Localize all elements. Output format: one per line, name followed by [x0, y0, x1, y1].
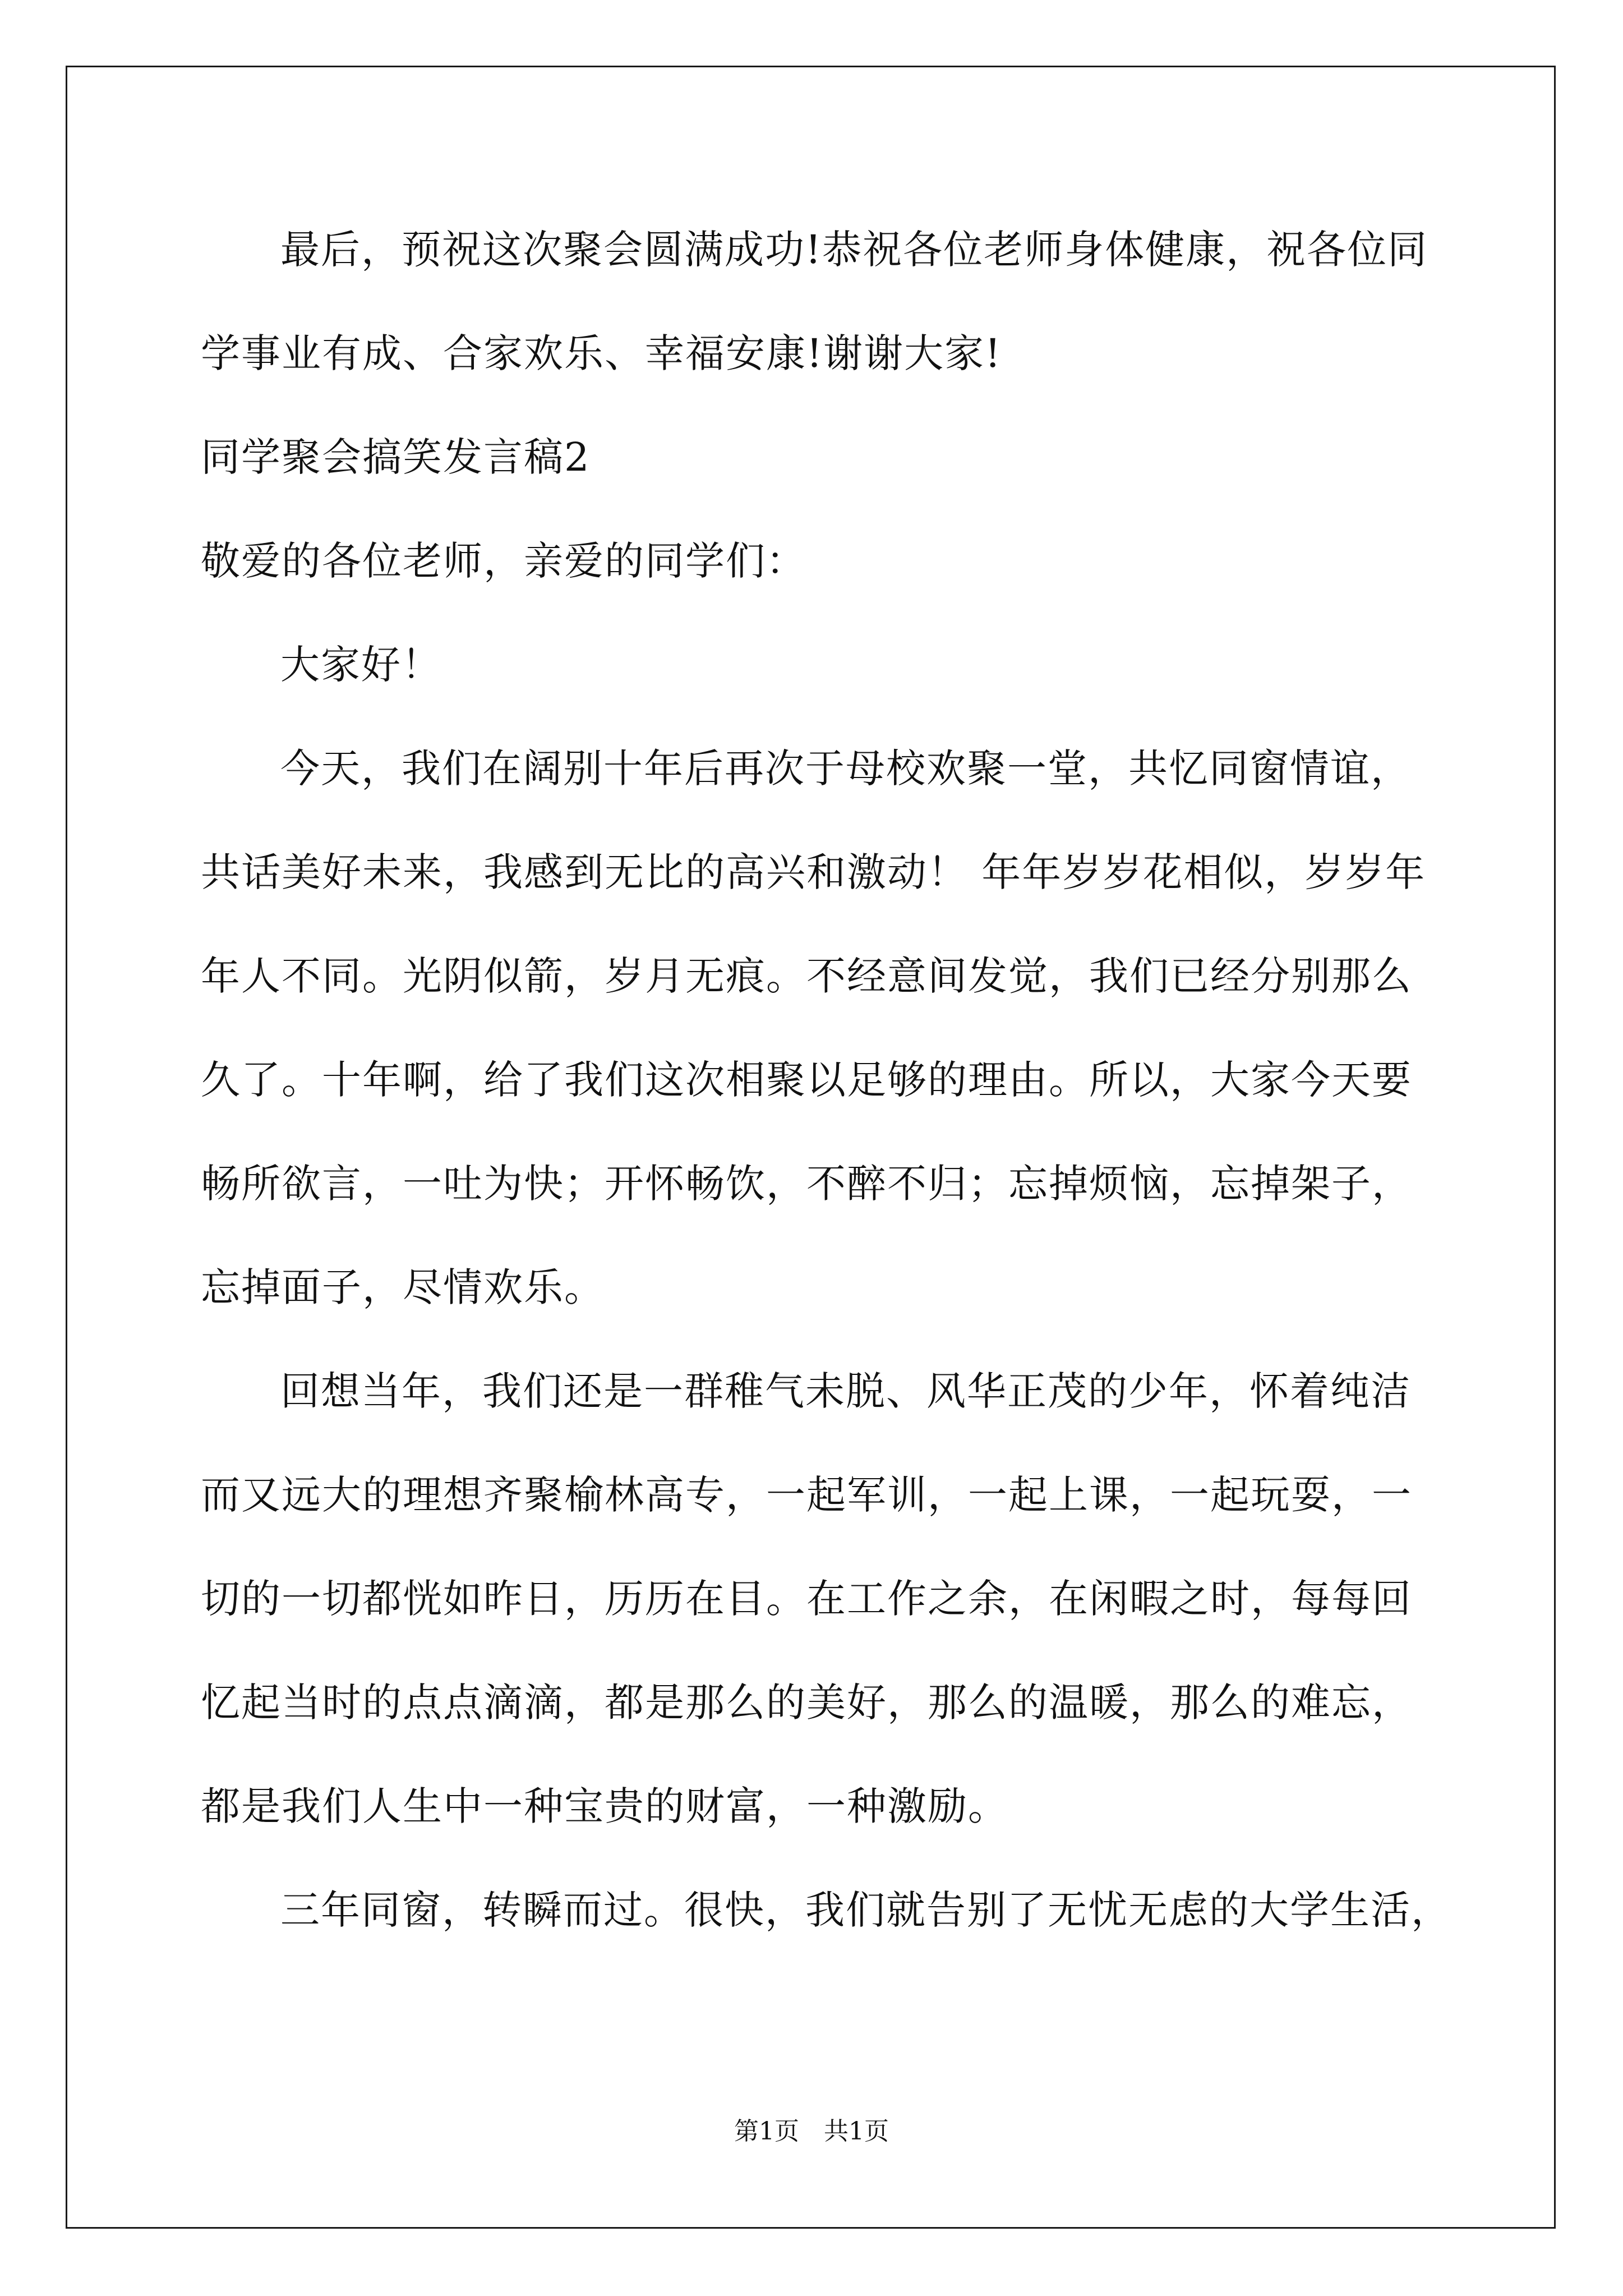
text-line: 忘掉面子，尽情欢乐。 [201, 1264, 605, 1310]
text-line: 都是我们人生中一种宝贵的财富，一种激励。 [201, 1783, 1008, 1829]
text-line: 而又远大的理想齐聚榆林高专，一起军训，一起上课，一起玩耍，一 [201, 1472, 1412, 1518]
text-line: 最后，预祝这次聚会圆满成功!恭祝各位老师身体健康，祝各位同 [280, 227, 1428, 273]
greeting: 大家好！ [280, 642, 442, 688]
salutation: 敬爱的各位老师，亲爱的同学们： [201, 538, 806, 584]
text-line: 年人不同。光阴似箭，岁月无痕。不经意间发觉，我们已经分别那么 [201, 953, 1412, 999]
text-line: 切的一切都恍如昨日，历历在目。在工作之余，在闲暇之时，每每回 [201, 1576, 1412, 1622]
text-line: 今天，我们在阔别十年后再次于母校欢聚一堂，共忆同窗情谊， [280, 746, 1411, 792]
text-line: 回想当年，我们还是一群稚气未脱、风华正茂的少年，怀着纯洁 [280, 1368, 1411, 1414]
section-heading: 同学聚会搞笑发言稿2 [201, 434, 591, 480]
text-line: 久了。十年啊，给了我们这次相聚以足够的理由。所以，大家今天要 [201, 1057, 1412, 1103]
text-line: 畅所欲言，一吐为快；开怀畅饮，不醉不归；忘掉烦恼，忘掉架子， [201, 1161, 1412, 1207]
text-line: 共话美好未来，我感到无比的高兴和激动！ 年年岁岁花相似，岁岁年 [201, 849, 1426, 895]
text-line: 三年同窗，转瞬而过。很快，我们就告别了无忧无虑的大学生活， [280, 1887, 1451, 1933]
text-line: 忆起当时的点点滴滴，都是那么的美好，那么的温暖，那么的难忘， [201, 1680, 1412, 1726]
page-number: 第1页 共1页 [734, 2117, 889, 2146]
text-line: 学事业有成、合家欢乐、幸福安康!谢谢大家! [201, 330, 1002, 376]
